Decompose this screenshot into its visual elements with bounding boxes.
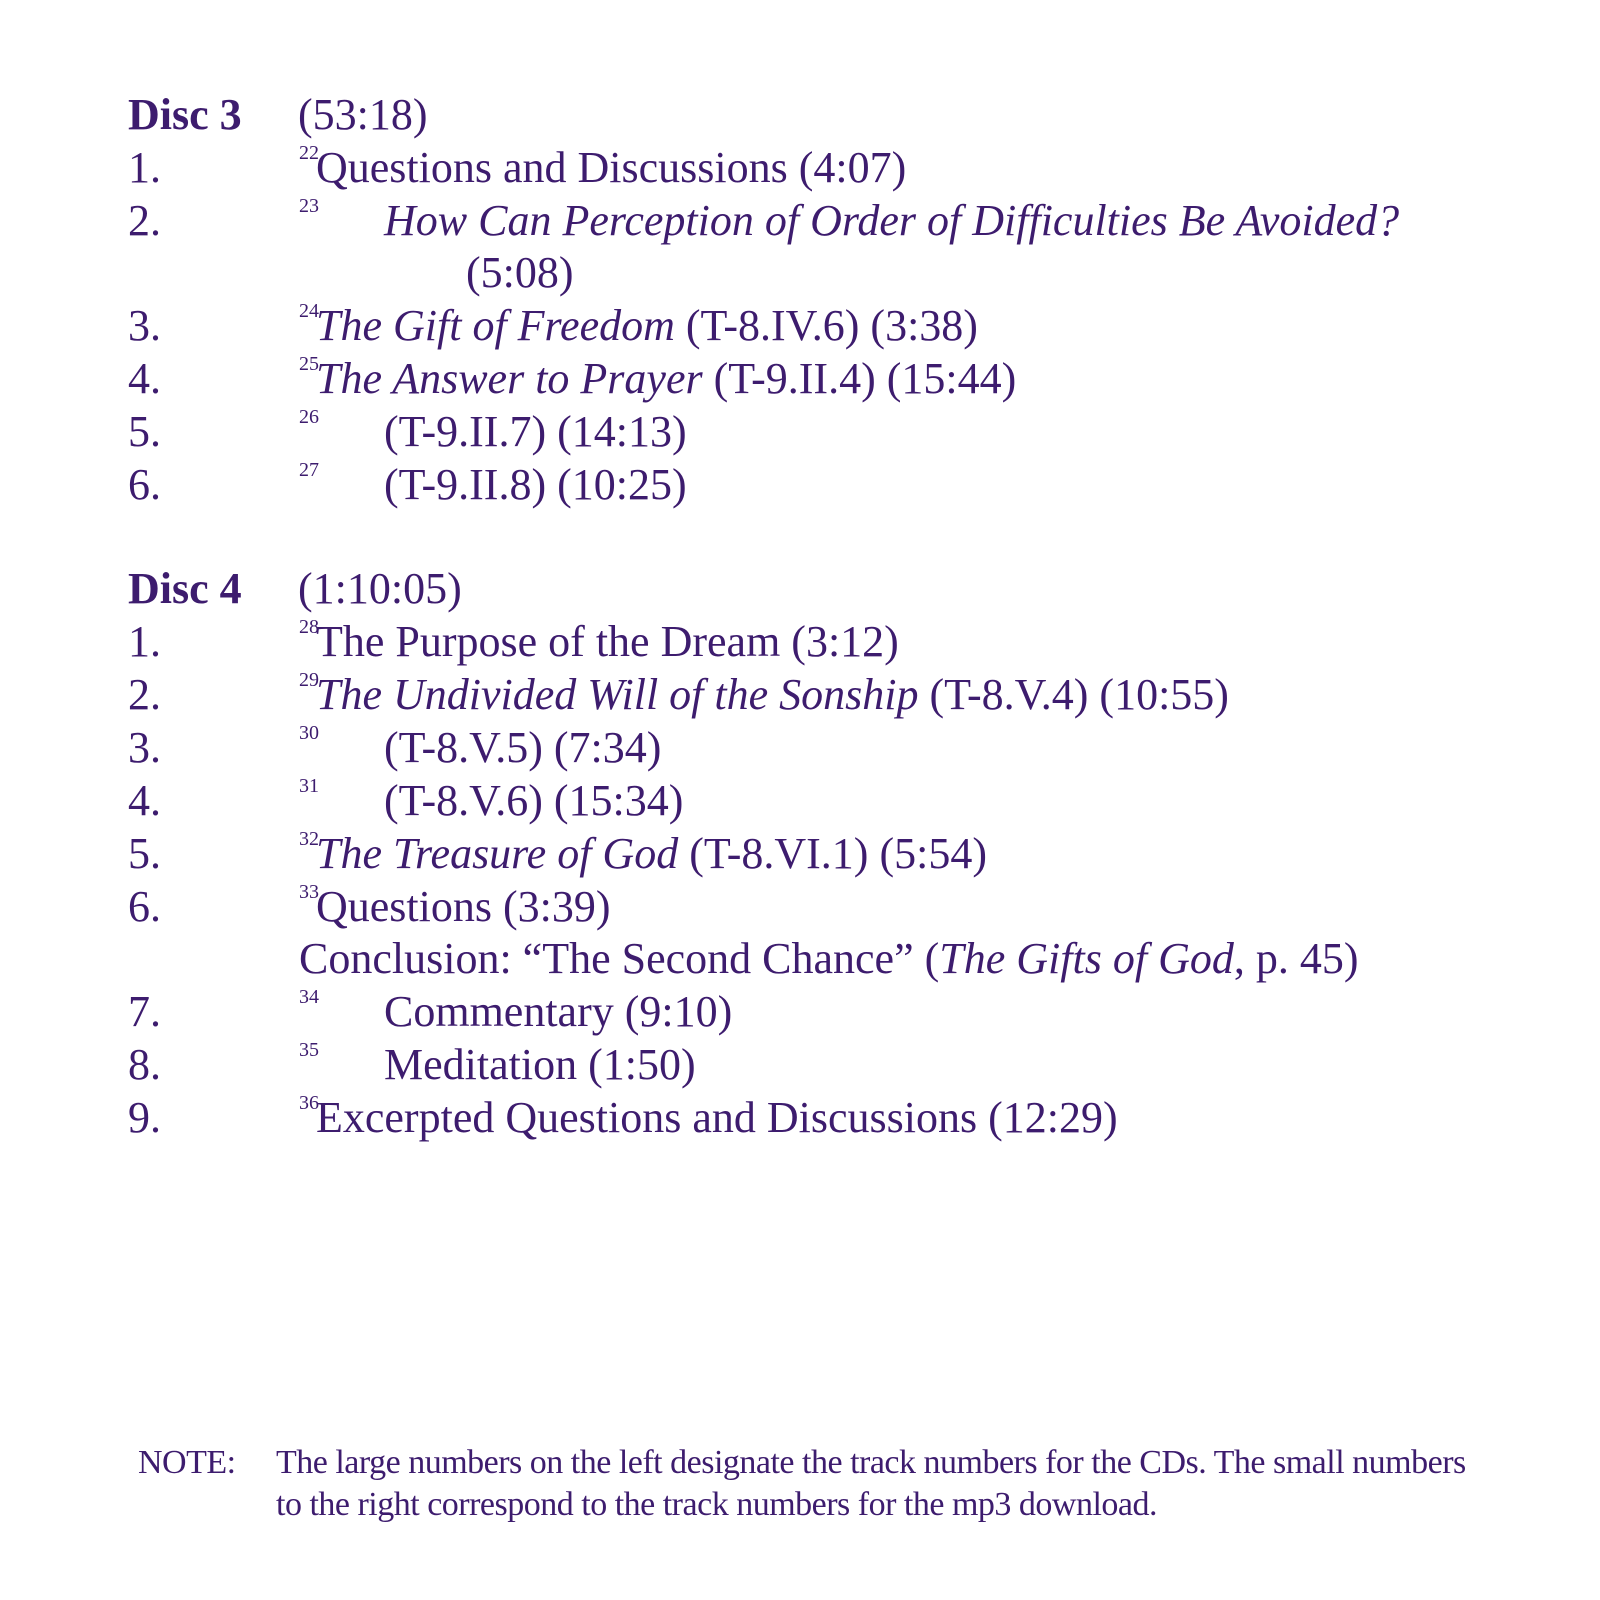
note-text: The large numbers on the left designate the track numbers for the CDs. The small numbers to the right correspond to the track numbers for the mp3 download.	[276, 1444, 1466, 1523]
cd-track-number: 4.	[128, 354, 161, 403]
cd-track-number: 8.	[128, 1040, 161, 1089]
disc4-label: Disc 4	[128, 564, 242, 613]
cd-track-number: 2.	[128, 196, 161, 245]
cd-track-number: 9.	[128, 1093, 161, 1142]
track-title: Commentary (9:10)	[384, 987, 733, 1036]
mp3-track-number: 33	[299, 881, 319, 903]
track-title-italic: The Answer to Prayer	[316, 354, 703, 403]
disc3-heading	[128, 88, 428, 142]
track-reference: (T-8.IV.6) (3:38)	[674, 301, 978, 350]
conclusion-suffix: , p. 45)	[1233, 934, 1359, 983]
track-title: (T-8.V.6) (15:34)	[384, 776, 684, 825]
disc4-heading	[128, 562, 462, 616]
track-title	[384, 194, 1399, 248]
disc4-time: (1:10:05)	[298, 564, 462, 613]
cd-track-number: 7.	[128, 987, 161, 1036]
track-reference: (T-8.V.4) (10:55)	[918, 670, 1229, 719]
mp3-track-number: 27	[299, 459, 319, 481]
conclusion-prefix: Conclusion: “The Second Chance” (	[299, 934, 940, 983]
cd-track-number: 5.	[128, 829, 161, 878]
cd-track-number: 6.	[128, 882, 161, 931]
track-title-italic: The Gift of Freedom	[316, 301, 675, 350]
track-title-italic: How Can Perception of Order of Difficulties Be Avoided?	[384, 196, 1400, 245]
track-title-italic: The Treasure of God	[316, 829, 679, 878]
mp3-track-number: 29	[299, 669, 319, 691]
track-title	[316, 299, 978, 353]
cd-track-number: 1.	[128, 143, 161, 192]
disc3-label: Disc 3	[128, 90, 242, 139]
cd-track-number: 3.	[128, 723, 161, 772]
track-title-italic: The Undivided Will of the Sonship	[316, 670, 919, 719]
note-label: NOTE:	[138, 1444, 236, 1481]
mp3-track-number: 34	[299, 986, 319, 1008]
cd-track-number: 3.	[128, 301, 161, 350]
track-title: (T-8.V.5) (7:34)	[384, 723, 662, 772]
mp3-track-number: 22	[299, 142, 319, 164]
conclusion-source-italic: The Gifts of God	[939, 934, 1234, 983]
track-title: The Purpose of the Dream (3:12)	[316, 617, 899, 666]
track-title: Excerpted Questions and Discussions (12:29)	[316, 1093, 1118, 1142]
track-title: Meditation (1:50)	[384, 1040, 696, 1089]
track-title	[316, 668, 1229, 722]
cd-track-number: 2.	[128, 670, 161, 719]
cd-track-number: 5.	[128, 407, 161, 456]
track-title: (T-9.II.8) (10:25)	[384, 460, 687, 509]
track-title: Questions and Discussions (4:07)	[316, 143, 907, 192]
mp3-track-number: 31	[299, 775, 319, 797]
track-title	[316, 352, 1016, 406]
track-title: Questions (3:39)	[316, 882, 611, 931]
cd-track-number: 4.	[128, 776, 161, 825]
cd-track-number: 1.	[128, 617, 161, 666]
mp3-track-number: 23	[299, 195, 319, 217]
mp3-track-number: 28	[299, 616, 319, 638]
mp3-track-number: 26	[299, 406, 319, 428]
track-title: (T-9.II.7) (14:13)	[384, 407, 687, 456]
mp3-track-number: 24	[299, 300, 319, 322]
conclusion-heading	[299, 932, 1359, 986]
mp3-track-number: 36	[299, 1092, 319, 1114]
disc3-time: (53:18)	[298, 90, 428, 139]
mp3-track-number: 32	[299, 828, 319, 850]
track-reference: (T-8.VI.1) (5:54)	[678, 829, 987, 878]
mp3-track-number: 35	[299, 1039, 319, 1061]
mp3-track-number: 25	[299, 353, 319, 375]
track-reference: (T-9.II.4) (15:44)	[702, 354, 1017, 403]
disc3-track-2-duration: (5:08)	[466, 248, 574, 297]
cd-track-number: 6.	[128, 460, 161, 509]
mp3-track-number: 30	[299, 722, 319, 744]
track-title	[316, 827, 987, 881]
